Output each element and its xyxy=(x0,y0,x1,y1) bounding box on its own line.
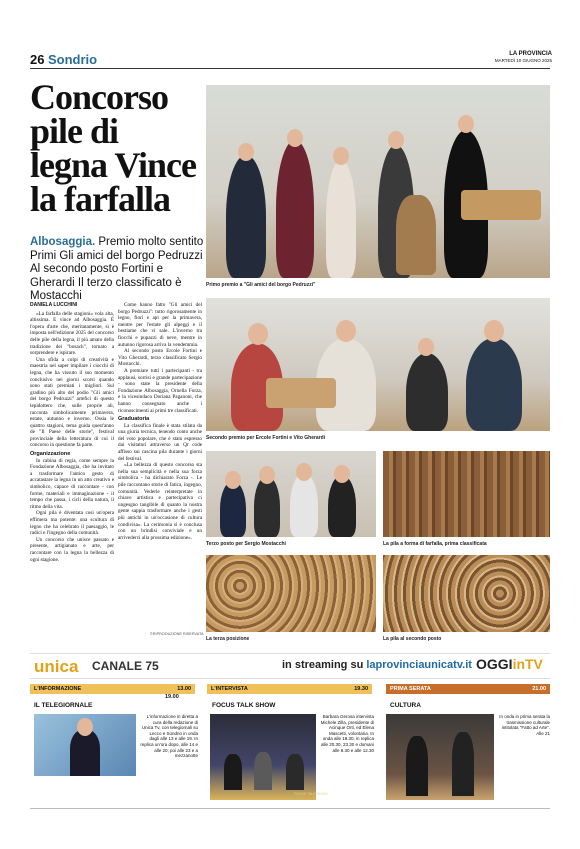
dateline: MARTEDÌ 10 GIUGNO 2025 xyxy=(494,58,552,63)
paragraph: «La farfalla delle stagioni» vola alta, altissima. E vince ad Albosaggia. È l'opera d'arte che, meritatamente, si è imposta nell'edizione 2025 del concorso delle pile della legna, il più amato della tradizione dei "bosach", tornato a sorprendere e ispirare. xyxy=(30,310,114,357)
slot-time-2: 19.00 xyxy=(165,694,179,700)
paragraph: La classifica finale è stata stilata da una giuria tecnica, tenendo conto anche del voto popolare, che è stato espresso dai visitatori attraverso un Qr code affisso sui cascina pila durante i giorni del festival. xyxy=(118,422,202,462)
photo-second-pile xyxy=(383,555,550,632)
article-column-2 xyxy=(118,302,202,541)
page-number: 26 xyxy=(30,52,45,67)
channel-number: CANALE 75 xyxy=(92,659,159,673)
slot-text: Barbara Gerosa intervista Michele Zilla, presidente di Acinque Orti, ed Elena Mascetti, volontaria. In onda alle 19.30, in replica alle 20.30, 23.30 e domani alle 8.30 e alle 12.30 xyxy=(320,714,374,753)
article-column-1 xyxy=(30,302,114,563)
slot-title: IL TELEGIORNALE xyxy=(34,702,93,709)
caption: Secondo premio per Ercole Fortini e Vito Gherardi xyxy=(206,435,326,441)
tv-slot-header xyxy=(30,684,195,694)
headline: Concorso pile di legna Vince la farfalla xyxy=(30,77,196,219)
talk-show-label: FOCUS TALK SHOW xyxy=(294,792,328,796)
logo-text: unica xyxy=(34,657,79,676)
paragraph: «La bellezza di questo concorso sta nella sua semplicità e nella sua forza simbolica - ha dichiarato Forza -. Le pile raccontano storie di fatica, ingegno, comunità. Vederle reinterpretate in chiave artistica e partecipativa ci ungesgno tangibile di quanto la nostra gente sappia trasformare anche i gesti più antichi in un'occasione di cultura condivisa». La cerimonia si è conclusa con un brindisi conviviale e un arrivederci alla prossima edizione». xyxy=(118,462,202,541)
tv-slot-header xyxy=(207,684,372,694)
subhead-text: Premio molto sentito Primi Gli amici del borgo Pedruzzi Al secondo posto Fortini e Gherardi Il terzo classificato è Mostacchi xyxy=(30,236,204,302)
paragraph: Come hanno fatto "Gli amici del borgo Pedruzzi": tutto rigorosamente in legno, fiori e api per la primavera, mentre per l'estate gli alpeggi e il bestiame che vi sale. L'inverno tra fiocchi e pupazzi di neve, mentre in autunno rigorosa arriva la vendemmia. xyxy=(118,302,202,348)
copyright-credit: ©RIPRODUZIONE RISERVATA xyxy=(150,632,204,636)
oggi-accent: inTV xyxy=(512,656,543,672)
subheading: Graduatoria xyxy=(118,416,150,423)
tv-slot-header xyxy=(386,684,550,694)
paragraph: In cabina di regia, come sempre la Fondazione Albosaggia, che ha invitato a trasformare l'antico gesto di accatastare la legna in un atto creativo e simbolico, capace di raccontare - con forme, materiali e immaginazione - il tempo che passa, i cicli della natura, il ritmo della vita. xyxy=(30,457,114,510)
photo-butterfly-pile xyxy=(383,451,550,537)
oggi-text: OGGI xyxy=(476,656,513,672)
slot-text: L'informazione in diretta a cura della redazione di Unica Tv, con telegiornali su Lecco e Sondrio in onda dagli alle 13 e alle 19. In replica un'ora dopo, alle 14 e alle 20, poi alle 23 e a mezzanotte xyxy=(140,714,198,759)
slot-label: L'INTERVISTA xyxy=(211,686,248,692)
header-rule xyxy=(30,68,550,69)
slot-time: 21.00 xyxy=(532,686,546,692)
byline: DANIELA LUCCHINI xyxy=(30,302,78,308)
photo-third-prize xyxy=(206,451,376,537)
paragraph: Un concorso che unisce passato e presente, artigianato e arte, per raccontare con la legna la bellezza di ogni stagione. xyxy=(30,536,114,563)
bottom-rule xyxy=(30,808,550,809)
slot-label: PRIMA SERATA xyxy=(390,686,431,692)
stream-site: laprovinciaunicatv.it xyxy=(366,659,472,671)
subheading: Organizzazione xyxy=(30,451,71,458)
slot-title: FOCUS TALK SHOW xyxy=(212,702,276,709)
slot-time: 19.30 xyxy=(354,686,368,692)
slot-text: In onda in prima serata la trasmissione culturale intitolata "Fatto ad Arte". Alle 21 xyxy=(499,714,550,736)
tv-image-culture xyxy=(386,714,494,800)
slot-time: 13.00 xyxy=(177,686,191,692)
unica-logo xyxy=(34,657,78,677)
slot-label: L'INFORMAZIONE xyxy=(34,686,82,692)
streaming-line xyxy=(282,659,472,671)
location-label: Albosaggia. xyxy=(30,236,96,248)
masthead: LA PROVINCIA xyxy=(509,51,552,57)
slot-title: CULTURA xyxy=(390,702,421,709)
paragraph: Ogni pila è diventata così un'opera effimera ma potente: una scultura di legno che ha celebrato il paesaggio, le radici e l'ingegno della comunità. xyxy=(30,510,114,537)
stream-prefix: in streaming su xyxy=(282,659,367,671)
paragraph: Al secondo posto Ercole Fortini e Vito Gherardi, terzo classificato Sergio Mostacchi. xyxy=(118,348,202,368)
photo-second-prize xyxy=(206,298,550,431)
tv-image-talk-show xyxy=(210,714,316,800)
caption: La pila a forma di farfalla, prima classificata xyxy=(383,541,487,547)
oggi-in-tv-logo xyxy=(476,656,543,672)
caption: Primo premio a "Gli amici del borgo Pedruzzi" xyxy=(206,282,316,288)
caption: La pila al secondo posto xyxy=(383,636,442,642)
section-name: Sondrio xyxy=(48,52,98,67)
tv-image-news xyxy=(34,714,136,776)
caption: La terza posizione xyxy=(206,636,250,642)
caption: Terzo posto per Sergio Mostacchi xyxy=(206,541,286,547)
paragraph: Una sfida a colpi di creatività e maestria nel saper impilare i ciocchi di legna, che ha vissuto il suo momento conclusivo nei giorni scorsi quando sono stati premiati i migliori. Sul gradino più alto del podio "Gli amici del borgo Pedruzzi" artefici di questo lepidottero che, sulle proprie ali, racconta simbolicamente primavera, estate, autunno e inverno. Ossia le quattro stagioni, tema guida quest'anno de "Il Paese delle storie", festival provinciale della letteratura di cui il concorso in questione fa parte. xyxy=(30,356,114,449)
subheadline xyxy=(30,236,206,304)
photo-first-prize xyxy=(206,85,550,278)
photo-third-pile xyxy=(206,555,376,632)
paragraph: A premiare tutti i partecipanti - tra applausi, sorrisi e grande partecipazione - sono state la presidente della Fondazione Albosaggia, Ornella Forza, e la vicesindaco Doriana Paganoni, che hanno consegnato anche i riconoscimenti ai primi tre classificati. xyxy=(118,367,202,414)
